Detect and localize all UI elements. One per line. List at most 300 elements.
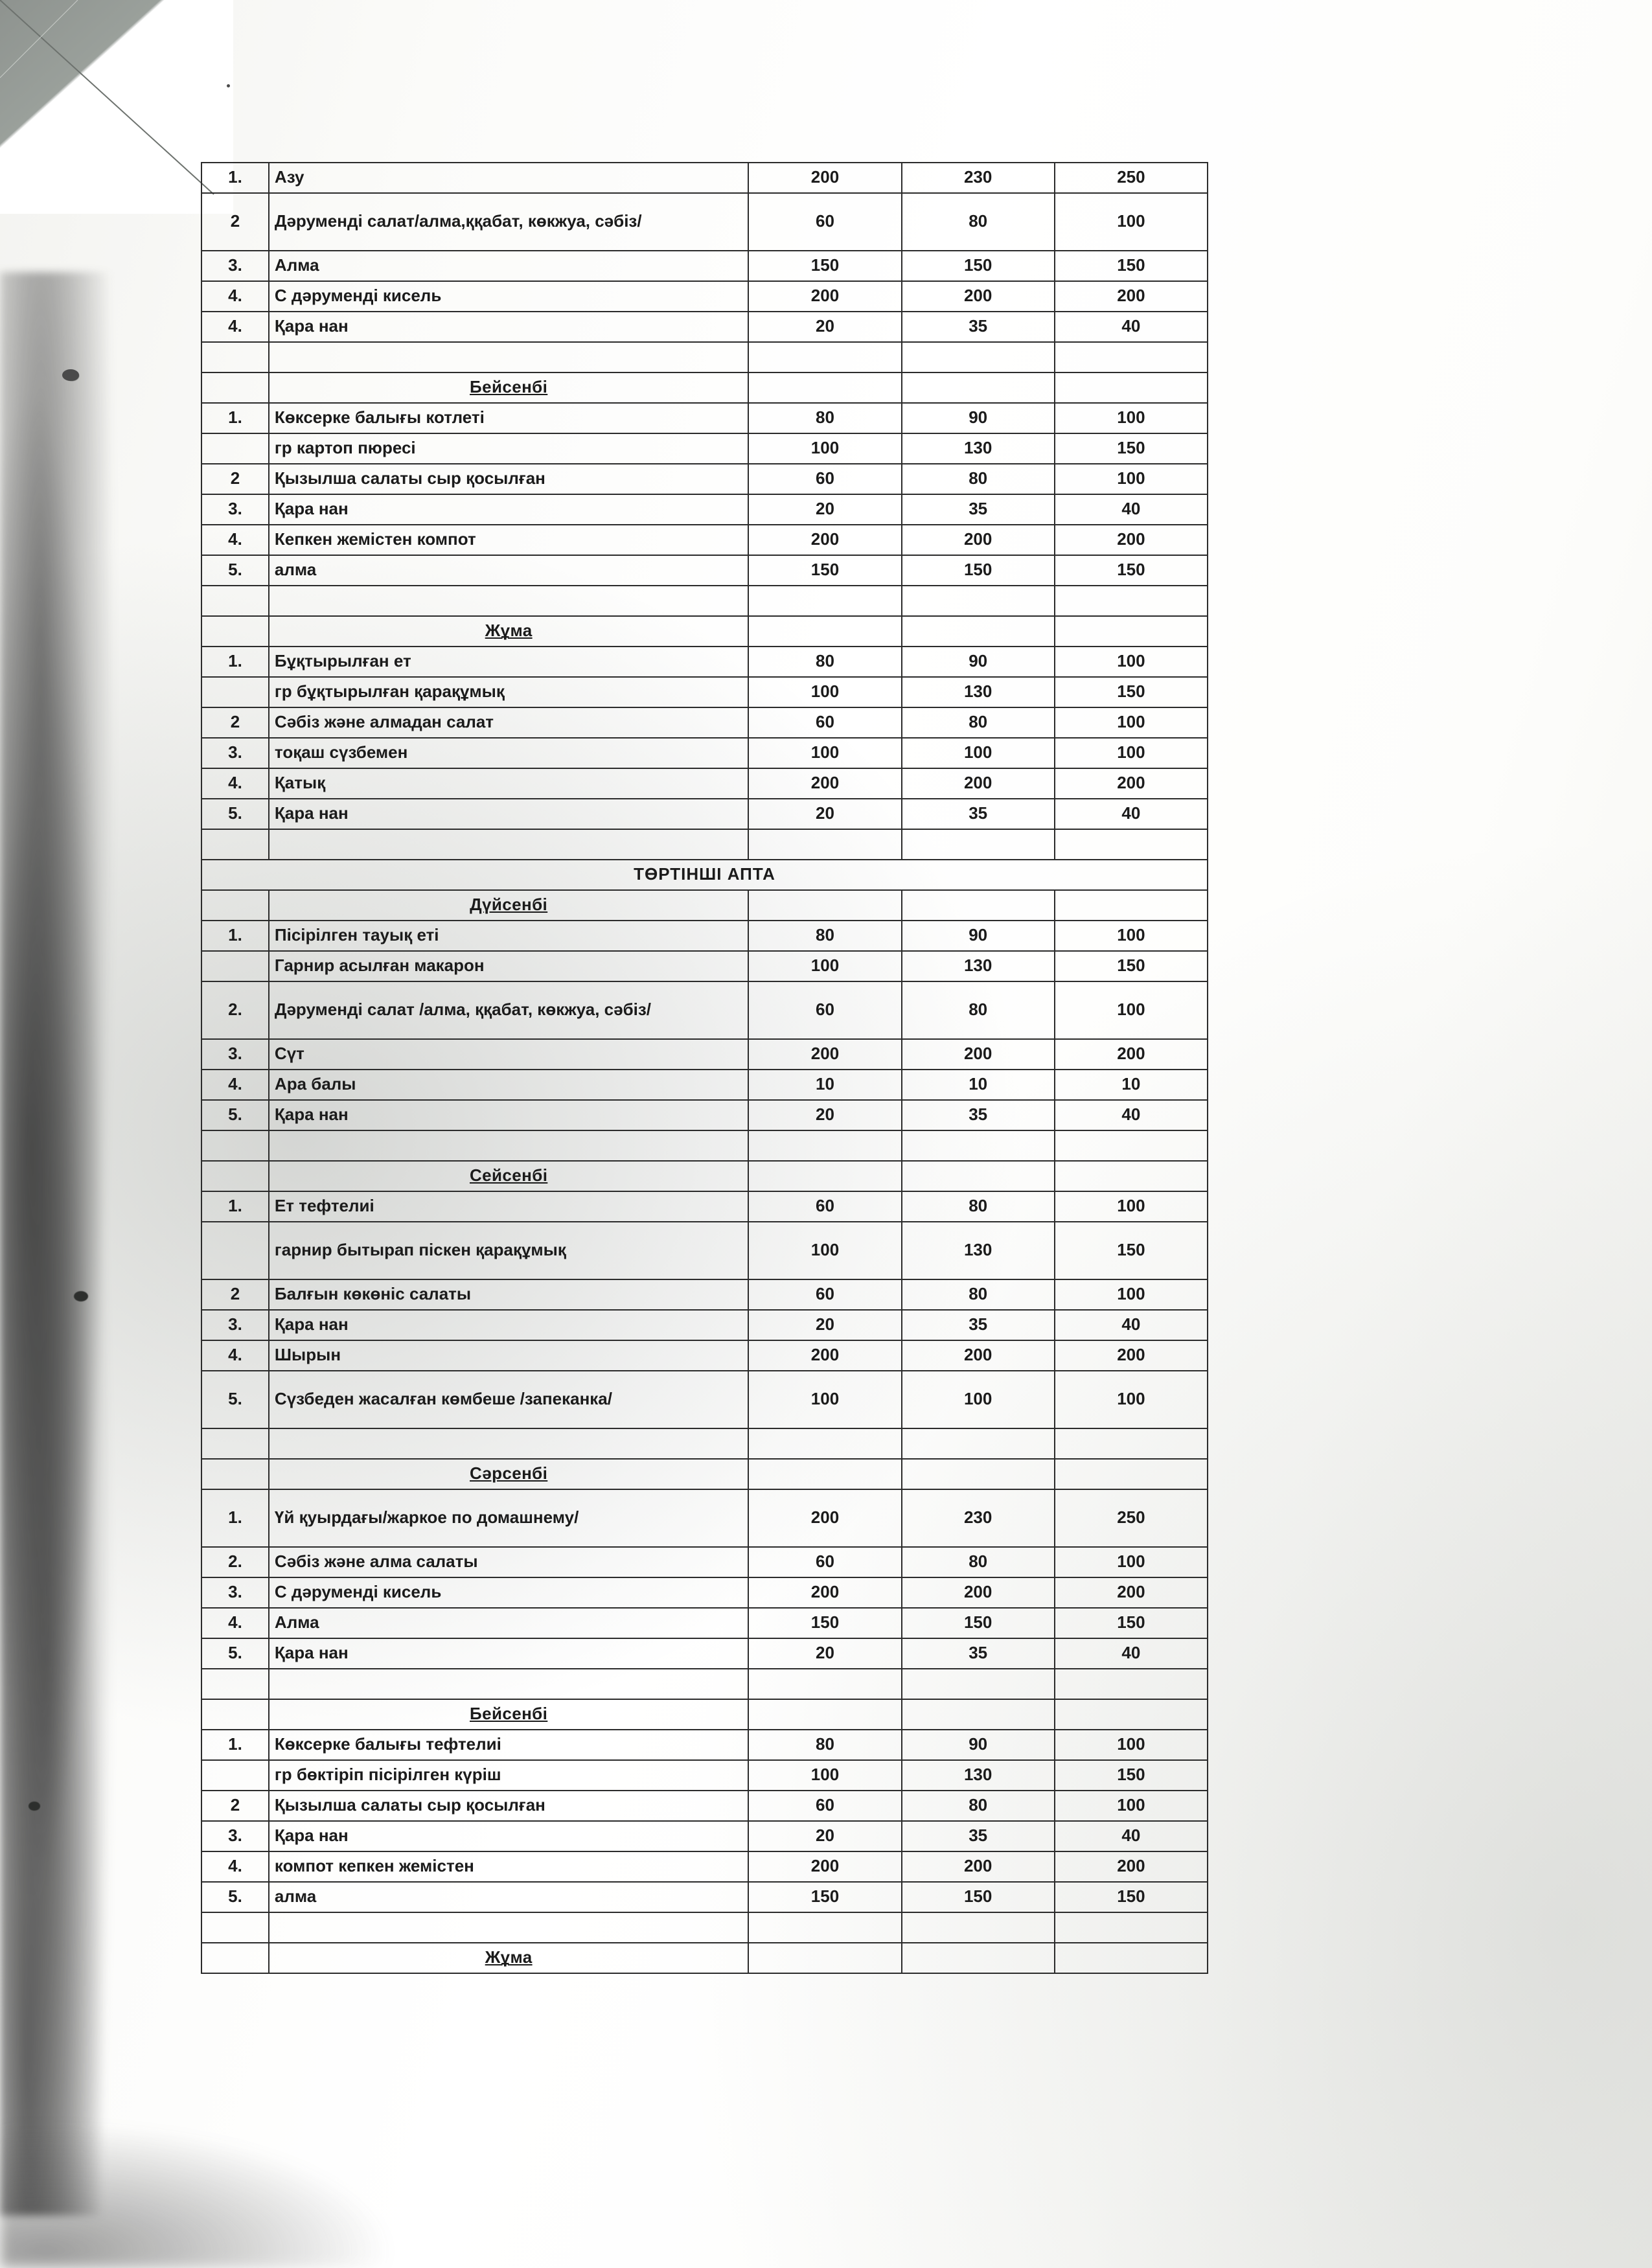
dish-name: С дәруменді кисель xyxy=(269,281,748,312)
day-name: Сәрсенбі xyxy=(269,1459,748,1489)
table-row xyxy=(201,738,1208,768)
portion-value-1: 60 xyxy=(748,707,901,738)
dish-name: Көксерке балығы котлеті xyxy=(269,403,748,433)
table-row xyxy=(201,555,1208,586)
portion-value-2: 200 xyxy=(902,1851,1055,1882)
portion-value-3: 250 xyxy=(1055,163,1208,193)
row-number: 5. xyxy=(201,1882,269,1912)
table-row xyxy=(201,768,1208,799)
row-number: 4. xyxy=(201,281,269,312)
empty-cell xyxy=(748,1699,901,1730)
empty-cell xyxy=(748,1161,901,1191)
day-name: Жұма xyxy=(269,1943,748,1973)
portion-value-1: 80 xyxy=(748,647,901,677)
portion-value-1: 150 xyxy=(748,1608,901,1638)
dish-name: Кепкен жемістен компот xyxy=(269,525,748,555)
table-row xyxy=(201,464,1208,494)
table-row xyxy=(201,433,1208,464)
row-number xyxy=(201,1760,269,1791)
portion-value-2: 230 xyxy=(902,163,1055,193)
portion-value-2: 150 xyxy=(902,251,1055,281)
portion-value-1: 80 xyxy=(748,1730,901,1760)
empty-cell xyxy=(1055,829,1208,860)
row-number: 3. xyxy=(201,1821,269,1851)
empty-cell xyxy=(748,342,901,372)
empty-cell xyxy=(1055,1943,1208,1973)
portion-value-3: 100 xyxy=(1055,1191,1208,1222)
portion-value-1: 20 xyxy=(748,494,901,525)
portion-value-3: 200 xyxy=(1055,525,1208,555)
portion-value-3: 150 xyxy=(1055,1882,1208,1912)
table-row-day-header xyxy=(201,372,1208,403)
portion-value-2: 230 xyxy=(902,1489,1055,1547)
table-row xyxy=(201,1310,1208,1340)
portion-value-2: 200 xyxy=(902,525,1055,555)
portion-value-2: 130 xyxy=(902,1222,1055,1279)
empty-cell xyxy=(748,1459,901,1489)
empty-cell xyxy=(1055,890,1208,921)
day-name: Дүйсенбі xyxy=(269,890,748,921)
portion-value-2: 130 xyxy=(902,433,1055,464)
table-row xyxy=(201,163,1208,193)
dish-name: Дәруменді салат /алма, ққабат, көкжуа, сәбіз/ xyxy=(269,981,748,1039)
table-row-day-header xyxy=(201,616,1208,647)
dish-name: Алма xyxy=(269,1608,748,1638)
portion-value-3: 40 xyxy=(1055,1821,1208,1851)
row-number: 5. xyxy=(201,1100,269,1130)
row-number: 3. xyxy=(201,494,269,525)
portion-value-1: 20 xyxy=(748,1638,901,1669)
row-number: 5. xyxy=(201,1638,269,1669)
punch-hole xyxy=(74,1291,88,1301)
table-row xyxy=(201,1791,1208,1821)
portion-value-1: 100 xyxy=(748,1222,901,1279)
portion-value-3: 100 xyxy=(1055,707,1208,738)
row-number: 1. xyxy=(201,1730,269,1760)
empty-cell xyxy=(201,1459,269,1489)
portion-value-1: 80 xyxy=(748,921,901,951)
empty-cell xyxy=(1055,1161,1208,1191)
portion-value-2: 100 xyxy=(902,738,1055,768)
table-row xyxy=(201,1730,1208,1760)
dish-name: Қызылша салаты сыр қосылған xyxy=(269,464,748,494)
portion-value-2: 35 xyxy=(902,1638,1055,1669)
table-row-day-header xyxy=(201,890,1208,921)
portion-value-3: 200 xyxy=(1055,1851,1208,1882)
portion-value-1: 60 xyxy=(748,981,901,1039)
dish-name: Қара нан xyxy=(269,799,748,829)
dish-name: гарнир бытырап піскен қарақұмық xyxy=(269,1222,748,1279)
portion-value-3: 250 xyxy=(1055,1489,1208,1547)
portion-value-3: 40 xyxy=(1055,494,1208,525)
portion-value-2: 35 xyxy=(902,1821,1055,1851)
portion-value-3: 100 xyxy=(1055,1547,1208,1577)
scan-smudge-left xyxy=(0,272,136,2216)
portion-value-2: 200 xyxy=(902,1039,1055,1070)
table-row xyxy=(201,1547,1208,1577)
empty-cell xyxy=(902,372,1055,403)
portion-value-3: 150 xyxy=(1055,433,1208,464)
row-number: 1. xyxy=(201,403,269,433)
portion-value-1: 150 xyxy=(748,555,901,586)
dish-name: Қара нан xyxy=(269,1821,748,1851)
portion-value-3: 200 xyxy=(1055,1577,1208,1608)
table-row-spacer xyxy=(201,342,1208,372)
empty-cell xyxy=(269,829,748,860)
portion-value-2: 80 xyxy=(902,1191,1055,1222)
row-number: 4. xyxy=(201,768,269,799)
portion-value-1: 200 xyxy=(748,1489,901,1547)
row-number: 2 xyxy=(201,193,269,251)
row-number: 3. xyxy=(201,1039,269,1070)
empty-cell xyxy=(902,1161,1055,1191)
portion-value-2: 80 xyxy=(902,1791,1055,1821)
portion-value-1: 200 xyxy=(748,1577,901,1608)
empty-cell xyxy=(748,616,901,647)
dish-name: Дәруменді салат/алма,ққабат, көкжуа, сәбіз/ xyxy=(269,193,748,251)
empty-cell xyxy=(902,342,1055,372)
dish-name: Қара нан xyxy=(269,312,748,342)
portion-value-2: 35 xyxy=(902,312,1055,342)
empty-cell xyxy=(1055,1669,1208,1699)
scan-speck xyxy=(62,369,79,381)
portion-value-2: 90 xyxy=(902,403,1055,433)
table-row xyxy=(201,951,1208,981)
table-row xyxy=(201,1489,1208,1547)
portion-value-1: 100 xyxy=(748,677,901,707)
row-number: 4. xyxy=(201,1851,269,1882)
empty-cell xyxy=(1055,586,1208,616)
row-number: 5. xyxy=(201,1371,269,1428)
dish-name: алма xyxy=(269,555,748,586)
empty-cell xyxy=(1055,342,1208,372)
table-row xyxy=(201,1608,1208,1638)
row-number xyxy=(201,1222,269,1279)
portion-value-1: 20 xyxy=(748,1821,901,1851)
empty-cell xyxy=(748,829,901,860)
empty-cell xyxy=(201,1130,269,1161)
portion-value-1: 200 xyxy=(748,768,901,799)
row-number: 3. xyxy=(201,1310,269,1340)
portion-value-2: 80 xyxy=(902,1547,1055,1577)
empty-cell xyxy=(269,342,748,372)
dish-name: тоқаш сүзбемен xyxy=(269,738,748,768)
portion-value-1: 20 xyxy=(748,312,901,342)
row-number: 4. xyxy=(201,525,269,555)
portion-value-2: 35 xyxy=(902,1310,1055,1340)
table-row-day-header xyxy=(201,1459,1208,1489)
empty-cell xyxy=(1055,1699,1208,1730)
portion-value-1: 20 xyxy=(748,1310,901,1340)
scan-smudge-bottom xyxy=(0,2100,453,2268)
empty-cell xyxy=(269,586,748,616)
table-row xyxy=(201,1100,1208,1130)
table-row xyxy=(201,1821,1208,1851)
empty-cell xyxy=(269,1130,748,1161)
table-row xyxy=(201,251,1208,281)
portion-value-1: 60 xyxy=(748,464,901,494)
dish-name: Қара нан xyxy=(269,1310,748,1340)
portion-value-3: 40 xyxy=(1055,1310,1208,1340)
portion-value-2: 35 xyxy=(902,799,1055,829)
dish-name: Алма xyxy=(269,251,748,281)
dish-name: Шырын xyxy=(269,1340,748,1371)
portion-value-2: 100 xyxy=(902,1371,1055,1428)
empty-cell xyxy=(902,1459,1055,1489)
portion-value-2: 200 xyxy=(902,1577,1055,1608)
table-row xyxy=(201,647,1208,677)
portion-value-1: 60 xyxy=(748,1191,901,1222)
dish-name: Қара нан xyxy=(269,1100,748,1130)
row-number: 1. xyxy=(201,163,269,193)
portion-value-3: 100 xyxy=(1055,647,1208,677)
portion-value-2: 90 xyxy=(902,921,1055,951)
row-number: 2. xyxy=(201,981,269,1039)
portion-value-1: 20 xyxy=(748,1100,901,1130)
row-number: 1. xyxy=(201,1489,269,1547)
portion-value-2: 80 xyxy=(902,981,1055,1039)
table-row xyxy=(201,1577,1208,1608)
portion-value-2: 130 xyxy=(902,677,1055,707)
dish-name: Қызылша салаты сыр қосылған xyxy=(269,1791,748,1821)
empty-cell xyxy=(902,1669,1055,1699)
table-row xyxy=(201,193,1208,251)
table-row-day-header xyxy=(201,1161,1208,1191)
row-number: 1. xyxy=(201,1191,269,1222)
dish-name: Ара балы xyxy=(269,1070,748,1100)
portion-value-3: 150 xyxy=(1055,1222,1208,1279)
portion-value-1: 60 xyxy=(748,1547,901,1577)
portion-value-3: 100 xyxy=(1055,738,1208,768)
empty-cell xyxy=(201,890,269,921)
row-number: 3. xyxy=(201,251,269,281)
portion-value-3: 40 xyxy=(1055,799,1208,829)
row-number: 5. xyxy=(201,799,269,829)
row-number: 2 xyxy=(201,707,269,738)
portion-value-3: 200 xyxy=(1055,281,1208,312)
portion-value-2: 150 xyxy=(902,1608,1055,1638)
empty-cell xyxy=(902,586,1055,616)
portion-value-1: 60 xyxy=(748,1279,901,1310)
portion-value-1: 60 xyxy=(748,193,901,251)
row-number: 2 xyxy=(201,1791,269,1821)
day-name: Жұма xyxy=(269,616,748,647)
dish-name: гр картоп пюресі xyxy=(269,433,748,464)
empty-cell xyxy=(1055,616,1208,647)
portion-value-3: 100 xyxy=(1055,921,1208,951)
portion-value-2: 200 xyxy=(902,281,1055,312)
portion-value-1: 100 xyxy=(748,433,901,464)
day-name: Бейсенбі xyxy=(269,372,748,403)
portion-value-3: 150 xyxy=(1055,951,1208,981)
empty-cell xyxy=(201,372,269,403)
portion-value-1: 200 xyxy=(748,163,901,193)
portion-value-2: 150 xyxy=(902,555,1055,586)
dish-name: алма xyxy=(269,1882,748,1912)
empty-cell xyxy=(748,1428,901,1459)
table-row-spacer xyxy=(201,1428,1208,1459)
row-number: 1. xyxy=(201,921,269,951)
portion-value-1: 200 xyxy=(748,1851,901,1882)
table-row-week-header xyxy=(201,860,1208,890)
empty-cell xyxy=(748,890,901,921)
portion-value-1: 200 xyxy=(748,1039,901,1070)
dish-name: Ет тефтелиі xyxy=(269,1191,748,1222)
empty-cell xyxy=(201,1161,269,1191)
portion-value-3: 150 xyxy=(1055,251,1208,281)
table-row xyxy=(201,799,1208,829)
row-number: 3. xyxy=(201,1577,269,1608)
empty-cell xyxy=(902,1130,1055,1161)
empty-cell xyxy=(902,616,1055,647)
table-row xyxy=(201,494,1208,525)
empty-cell xyxy=(201,586,269,616)
dish-name: Азу xyxy=(269,163,748,193)
portion-value-1: 100 xyxy=(748,951,901,981)
row-number: 4. xyxy=(201,312,269,342)
empty-cell xyxy=(269,1912,748,1943)
empty-cell xyxy=(269,1428,748,1459)
portion-value-3: 40 xyxy=(1055,312,1208,342)
empty-cell xyxy=(1055,372,1208,403)
portion-value-3: 200 xyxy=(1055,768,1208,799)
portion-value-3: 200 xyxy=(1055,1340,1208,1371)
portion-value-1: 200 xyxy=(748,525,901,555)
table-row xyxy=(201,1222,1208,1279)
row-number: 4. xyxy=(201,1340,269,1371)
dish-name: Сәбіз және алмадан салат xyxy=(269,707,748,738)
empty-cell xyxy=(902,890,1055,921)
empty-cell xyxy=(201,342,269,372)
table-row xyxy=(201,677,1208,707)
table-row xyxy=(201,525,1208,555)
portion-value-2: 150 xyxy=(902,1882,1055,1912)
empty-cell xyxy=(1055,1428,1208,1459)
table-row-spacer xyxy=(201,586,1208,616)
row-number: 5. xyxy=(201,555,269,586)
dish-name: Көксерке балығы тефтелиі xyxy=(269,1730,748,1760)
table-row-spacer xyxy=(201,1912,1208,1943)
table-row xyxy=(201,403,1208,433)
table-row-day-header xyxy=(201,1699,1208,1730)
punch-hole xyxy=(29,1802,40,1811)
portion-value-1: 100 xyxy=(748,1760,901,1791)
portion-value-3: 100 xyxy=(1055,1730,1208,1760)
dish-name: Бұқтырылған ет xyxy=(269,647,748,677)
portion-value-3: 100 xyxy=(1055,1279,1208,1310)
table-row xyxy=(201,1279,1208,1310)
dish-name: Қатық xyxy=(269,768,748,799)
portion-value-3: 100 xyxy=(1055,1791,1208,1821)
row-number: 2. xyxy=(201,1547,269,1577)
portion-value-3: 40 xyxy=(1055,1638,1208,1669)
dish-name: Үй қуырдағы/жаркое по домашнему/ xyxy=(269,1489,748,1547)
table-row xyxy=(201,312,1208,342)
page-folded-corner xyxy=(0,0,233,214)
dish-name: Пісірілген тауық еті xyxy=(269,921,748,951)
portion-value-1: 200 xyxy=(748,281,901,312)
portion-value-1: 150 xyxy=(748,251,901,281)
day-name: Сейсенбі xyxy=(269,1161,748,1191)
table-row xyxy=(201,1340,1208,1371)
empty-cell xyxy=(1055,1459,1208,1489)
table-row xyxy=(201,1851,1208,1882)
portion-value-1: 200 xyxy=(748,1340,901,1371)
portion-value-3: 150 xyxy=(1055,1760,1208,1791)
portion-value-1: 20 xyxy=(748,799,901,829)
empty-cell xyxy=(748,1912,901,1943)
week-name: ТӨРТІНШІ АПТА xyxy=(201,860,1208,890)
table-row xyxy=(201,921,1208,951)
portion-value-3: 100 xyxy=(1055,464,1208,494)
dish-name: гр бұқтырылған қарақұмық xyxy=(269,677,748,707)
empty-cell xyxy=(201,1699,269,1730)
table-row xyxy=(201,1638,1208,1669)
empty-cell xyxy=(201,616,269,647)
row-number: 1. xyxy=(201,647,269,677)
empty-cell xyxy=(902,829,1055,860)
dish-name: Сүзбеден жасалған көмбеше /запеканка/ xyxy=(269,1371,748,1428)
row-number: 4. xyxy=(201,1608,269,1638)
empty-cell xyxy=(902,1699,1055,1730)
portion-value-1: 60 xyxy=(748,1791,901,1821)
row-number xyxy=(201,677,269,707)
portion-value-1: 100 xyxy=(748,1371,901,1428)
empty-cell xyxy=(201,1943,269,1973)
table-row xyxy=(201,707,1208,738)
portion-value-2: 80 xyxy=(902,1279,1055,1310)
empty-cell xyxy=(201,1912,269,1943)
portion-value-2: 35 xyxy=(902,494,1055,525)
table-row xyxy=(201,1070,1208,1100)
table-row-spacer xyxy=(201,829,1208,860)
table-row xyxy=(201,1039,1208,1070)
empty-cell xyxy=(1055,1130,1208,1161)
portion-value-2: 90 xyxy=(902,647,1055,677)
row-number xyxy=(201,951,269,981)
dish-name: Балғын көкөніс салаты xyxy=(269,1279,748,1310)
portion-value-3: 100 xyxy=(1055,403,1208,433)
portion-value-1: 150 xyxy=(748,1882,901,1912)
empty-cell xyxy=(201,1428,269,1459)
table-row-day-header xyxy=(201,1943,1208,1973)
portion-value-3: 40 xyxy=(1055,1100,1208,1130)
table-row xyxy=(201,981,1208,1039)
empty-cell xyxy=(748,372,901,403)
table-row-spacer xyxy=(201,1130,1208,1161)
portion-value-3: 150 xyxy=(1055,555,1208,586)
portion-value-3: 100 xyxy=(1055,981,1208,1039)
portion-value-2: 130 xyxy=(902,951,1055,981)
empty-cell xyxy=(201,1669,269,1699)
empty-cell xyxy=(201,829,269,860)
dish-name: Қара нан xyxy=(269,1638,748,1669)
empty-cell xyxy=(902,1428,1055,1459)
menu-table-container xyxy=(201,162,1208,1974)
menu-table xyxy=(201,162,1208,1974)
scan-speck xyxy=(227,84,230,87)
row-number: 2 xyxy=(201,464,269,494)
portion-value-1: 80 xyxy=(748,403,901,433)
table-row xyxy=(201,1371,1208,1428)
portion-value-3: 150 xyxy=(1055,1608,1208,1638)
portion-value-1: 100 xyxy=(748,738,901,768)
day-name: Бейсенбі xyxy=(269,1699,748,1730)
portion-value-2: 80 xyxy=(902,193,1055,251)
portion-value-2: 200 xyxy=(902,768,1055,799)
dish-name: Қара нан xyxy=(269,494,748,525)
table-row xyxy=(201,1882,1208,1912)
